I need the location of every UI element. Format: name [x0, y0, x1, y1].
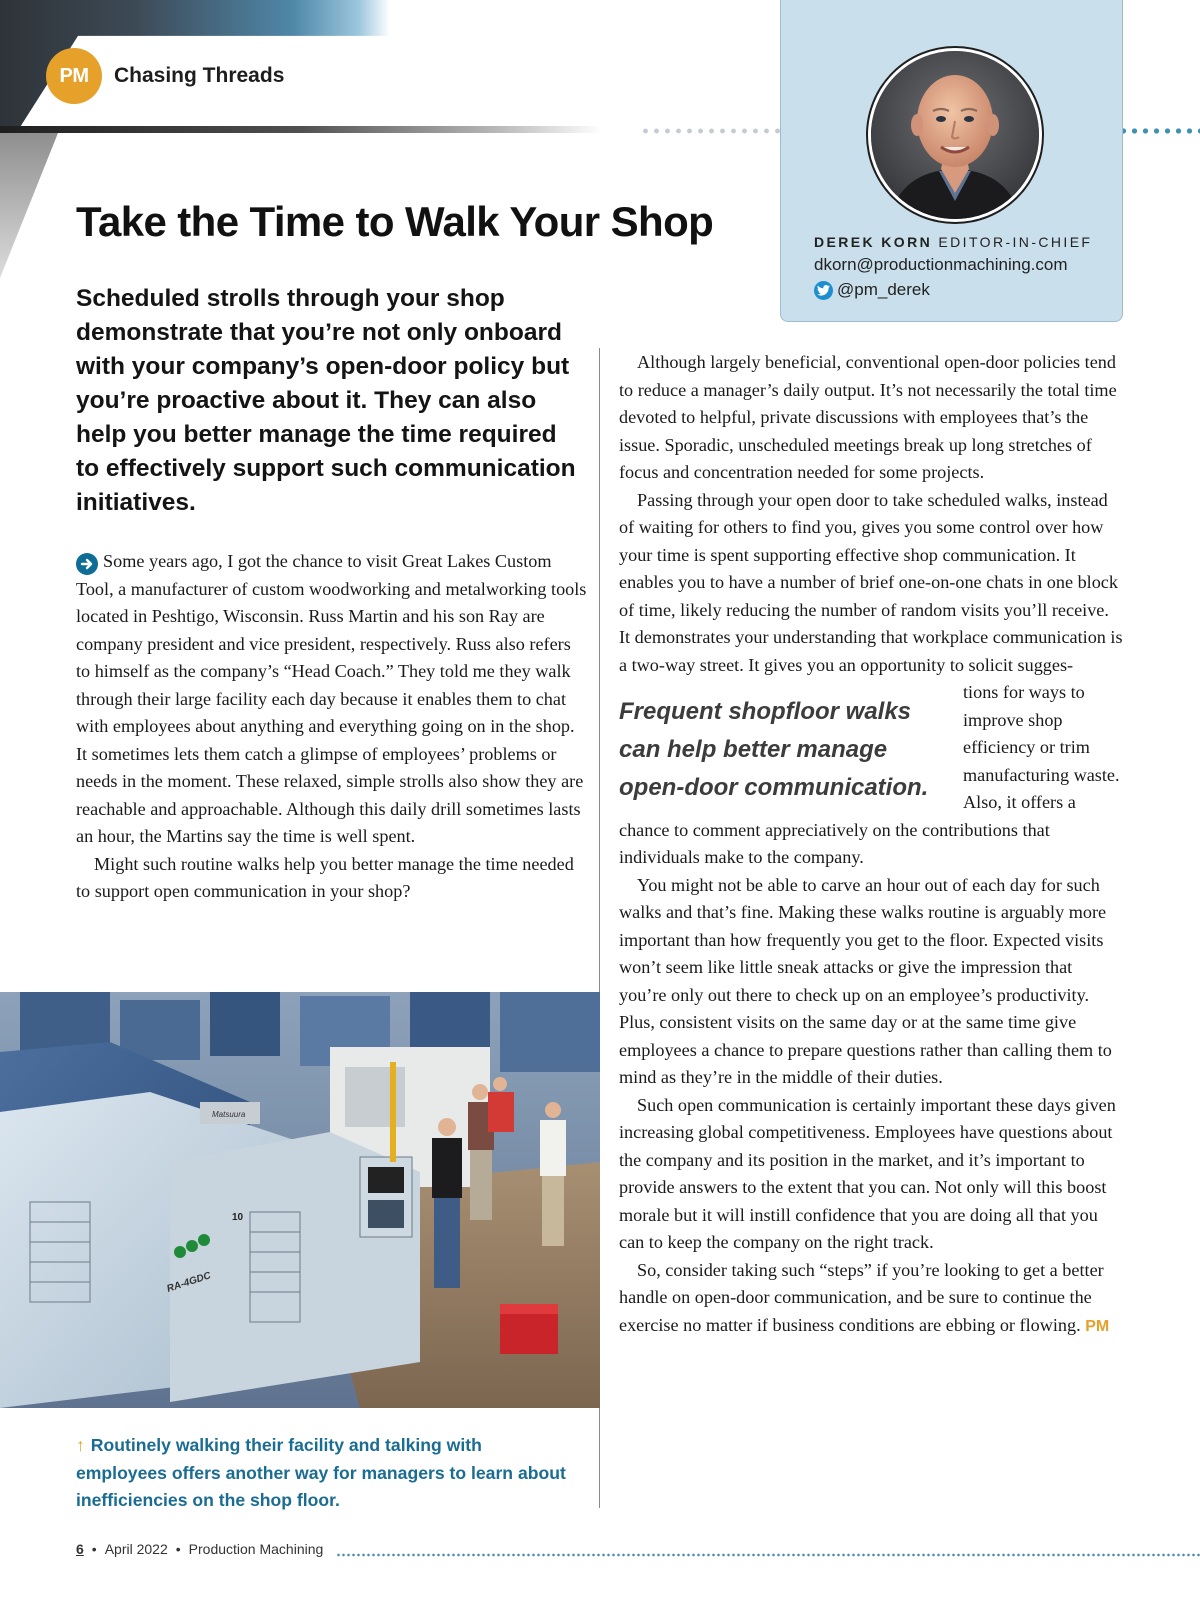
twitter-bird-icon [814, 281, 833, 300]
author-portrait [868, 48, 1042, 222]
portrait-photo-icon [871, 51, 1039, 219]
left-column-text [76, 548, 588, 906]
author-role: EDITOR-IN-CHIEF [938, 234, 1093, 250]
section-title: Chasing Threads [114, 64, 285, 87]
shop-floor-photo [0, 992, 600, 1408]
body-paragraph: tions for ways to improve shop efficiency or trim manufacturing waste. Also, it offers a chance to comment appreciatively on the contributions that individuals make to the company. [619, 682, 1120, 867]
end-mark: PM [1085, 1317, 1110, 1335]
body-paragraph: Passing through your open door to take scheduled walks, instead of waiting for others to find you, gives you some control over how your time is spent supporting effective shop communication. It enables you to have a number of brief one-on-one chats in one block of time, likely reducing the number of random visits you’ll receive. It demonstrates your understanding that workplace communication is a two-way street. It gives you an opportunity to solicit sugges- [619, 489, 1123, 675]
arrow-right-circle-icon [76, 553, 98, 575]
body-paragraph: So, consider taking such “steps” if you’re looking to get a better handle on open-door communication, and be sure to continue the exercise no matter if business conditions are ebbing or flowing. PM [619, 1259, 1110, 1335]
publication-name: Production Machining [188, 1541, 324, 1557]
author-social-link[interactable] [814, 280, 930, 300]
photo-caption: ↑ Routinely walking their facility and talking with employees offers another way for managers to learn about inefficiencies on the shop floor. [76, 1435, 566, 1510]
page-footer [76, 1541, 323, 1557]
pm-logo-badge: PM [46, 48, 102, 104]
header-wedge [0, 128, 60, 278]
footer-dotted-rule [336, 1553, 1200, 1557]
page-number: 6 [76, 1541, 84, 1557]
right-column-text [619, 349, 1124, 1340]
body-paragraph: Such open communication is certainly important these days given increasing global competitiveness. Employees have questions about the company and its position in the market, and it’s important to provide answers to the extent that you can. Not only will this boost morale but it will instill confidence that you are doing all that you can to keep the company on the right track. [619, 1094, 1116, 1252]
issue-date: April 2022 [104, 1541, 168, 1557]
author-byline [814, 234, 1092, 250]
article-deck: Scheduled strolls through your shop demonstrate that you’re not only onboard with your company’s open-door policy but you’re proactive about it. They can also help you better manage the time required to effectively support such communication initiatives. [76, 285, 576, 516]
article-headline: Take the Time to Walk Your Shop [76, 198, 714, 245]
footer-separator: • [91, 1541, 97, 1557]
footer-separator: • [175, 1541, 181, 1557]
social-handle: @pm_derek [837, 280, 930, 299]
machine-model-label: RA-4GDC [165, 1270, 213, 1295]
arrow-up-icon: ↑ [76, 1435, 85, 1455]
author-email-link[interactable]: dkorn@productionmachining.com [814, 255, 1068, 274]
body-paragraph: Some years ago, I got the chance to visit Great Lakes Custom Tool, a manufacturer of custom woodworking and metalworking tools located in Peshtigo, Wisconsin. Russ Martin and his son Ray are company president and vice president, respectively. Russ also refers to himself as the company’s “Head Coach.” They told me they walk through their large facility each day because it enables them to chat with employees about anything and everything going on in the shop. It sometimes lets them catch a glimpse of employees’ problems or needs in the moment. These relaxed, simple strolls also show they are reachable and approachable. Although this daily drill sometimes lasts an hour, the Martins say the time is well spent. [76, 551, 587, 846]
body-paragraph: Although largely beneficial, conventional open-door policies tend to reduce a manager’s daily output. It’s not necessarily the total time devoted to helpful, private discussions with employees that’s the issue. Sporadic, unscheduled meetings break up long stretches of focus and concentration needed for some projects. [619, 352, 1117, 482]
body-paragraph: Might such routine walks help you better manage the time needed to support open communication in your shop? [76, 853, 574, 901]
machine-brand-label: Matsuura [212, 1110, 246, 1119]
pull-quote: Frequent shopfloor walks can help better manage open-door communication. [619, 698, 929, 801]
author-name: DEREK KORN [814, 234, 933, 250]
machine-number-label: 10 [232, 1212, 244, 1223]
body-paragraph: You might not be able to carve an hour out of each day for such walks and that’s fine. Making these walks routine is arguably more important than how frequently you get to the floor. Expected visits won’t seem like little sneak attacks or give the impression that you’re only out there to check up on an employee’s productivity. Plus, consistent visits on the same day or at the same time give employees a chance to prepare questions rather than calling them to mind as they’re in the middle of their duties. [619, 874, 1112, 1087]
